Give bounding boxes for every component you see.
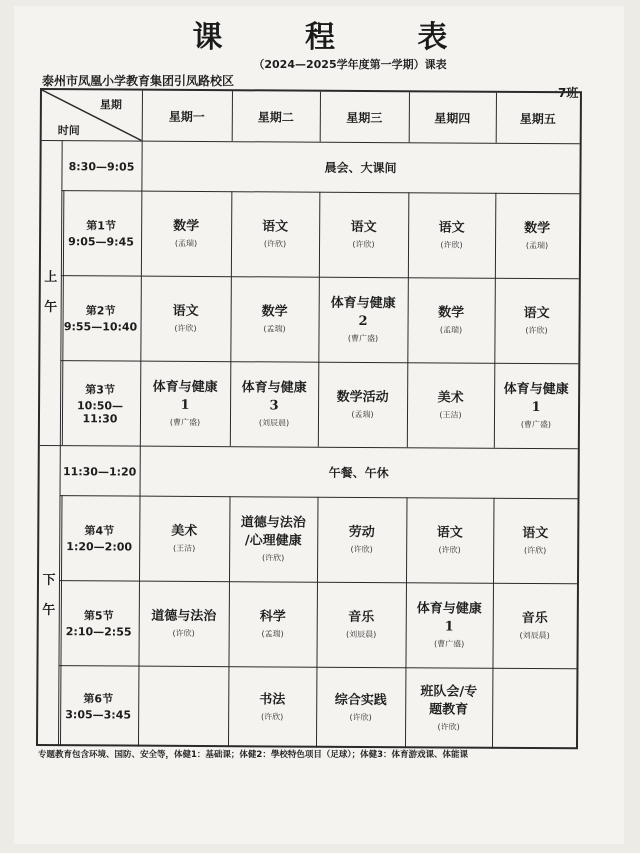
teacher-name: (许欣) <box>440 240 463 250</box>
subject-name: 班队会/专 题教育 <box>420 684 478 718</box>
subject-name: 美术 <box>437 390 464 406</box>
morning-banner <box>141 141 579 194</box>
subject-name: 数学 <box>524 220 551 237</box>
class-cell <box>318 362 408 448</box>
subject-name: 科学 <box>259 609 286 625</box>
teacher-name: (孟瑞) <box>263 324 286 334</box>
period-label-4 <box>59 495 140 580</box>
subject-name: 体育与健康 1 <box>416 601 482 635</box>
class-cell <box>139 496 230 582</box>
teacher-name: (孟瑞) <box>351 409 374 420</box>
subject-name: 音乐 <box>521 610 548 627</box>
afternoon-char: 午 <box>42 602 56 618</box>
subject-name: 语文 <box>262 219 289 235</box>
class-cell <box>317 497 407 583</box>
morning-char: 午 <box>44 299 58 315</box>
class-cell <box>406 497 494 583</box>
teacher-name: (孟瑞) <box>525 240 549 251</box>
noon-banner <box>140 446 578 499</box>
teacher-name: (刘辰晨) <box>346 629 377 640</box>
day-header-4 <box>409 92 496 143</box>
corner-time-label: 时间 <box>57 124 80 138</box>
period-label-6 <box>58 665 138 746</box>
teacher-name: (许欣) <box>350 544 373 555</box>
period-time: 9:55—10:40 <box>63 320 138 334</box>
teacher-name: (许欣) <box>349 712 372 723</box>
subject-name: 体育与健康 2 <box>330 295 396 330</box>
day-header-2 <box>232 91 320 142</box>
class-cell <box>495 193 580 279</box>
day-header-5 <box>496 93 580 144</box>
teacher-name: (王洁) <box>173 543 196 553</box>
teacher-name: (曹广盛) <box>169 417 201 427</box>
class-cell <box>319 192 409 278</box>
class-cell <box>407 277 495 363</box>
day-header-3 <box>320 92 409 143</box>
subject-name: 劳动 <box>348 524 375 541</box>
subject-name: 语文 <box>522 525 549 542</box>
subject-name: 语文 <box>172 303 199 319</box>
subject-name: 数学 <box>438 305 465 321</box>
class-cell <box>138 581 229 667</box>
day-header-label: 星期四 <box>434 110 471 126</box>
period-time: 9:05—9:45 <box>68 235 134 249</box>
day-header-label: 星期二 <box>257 109 294 125</box>
subject-name: 道德与法治 <box>151 608 217 625</box>
period-time: 10:50—11:30 <box>77 398 124 425</box>
subject-name: 语文 <box>438 220 465 236</box>
subject-name: 美术 <box>171 523 198 539</box>
class-cell <box>405 667 492 749</box>
teacher-name: (曹广盛) <box>433 639 465 649</box>
banner-text: 晨会、大课间 <box>324 160 397 175</box>
teacher-name: (许欣) <box>174 323 197 333</box>
teacher-name: (曹广盛) <box>520 419 552 430</box>
class-cell <box>405 582 493 668</box>
class-cell <box>494 363 579 449</box>
teacher-name: (许欣) <box>263 239 287 249</box>
period-label-3 <box>60 360 141 445</box>
class-cell <box>492 668 576 750</box>
period-time: 1:20—2:00 <box>66 540 133 554</box>
morning-banner-time <box>61 140 141 190</box>
day-header-label: 星期三 <box>346 110 383 125</box>
class-cell <box>494 278 579 364</box>
class-cell <box>228 581 317 667</box>
teacher-name: (孟瑞) <box>439 325 463 335</box>
subject-name: 综合实践 <box>334 692 387 709</box>
class-cell <box>492 583 577 669</box>
afternoon-char: 下 <box>42 572 56 588</box>
period-label-5 <box>58 580 139 665</box>
teacher-name: (许欣) <box>438 545 461 555</box>
morning-char: 上 <box>44 269 58 285</box>
corner-diagonal <box>42 90 142 141</box>
teacher-name: (许欣) <box>172 628 195 638</box>
teacher-name: (许欣) <box>524 545 547 556</box>
teacher-name: (许欣) <box>437 722 460 732</box>
period-label-1 <box>61 190 142 275</box>
period-label-2 <box>60 275 141 360</box>
class-cell <box>141 191 232 277</box>
day-header-label: 星期五 <box>519 111 556 126</box>
class-label: 一7班 <box>546 86 579 100</box>
class-cell <box>231 191 320 277</box>
class-cell <box>230 361 319 447</box>
afternoon-label <box>38 445 60 746</box>
class-cell <box>140 361 231 447</box>
teacher-name: (许欣) <box>261 553 285 563</box>
subject-name: 体育与健康 3 <box>241 380 307 414</box>
teacher-name: (许欣) <box>525 325 548 336</box>
period-time: 3:05—3:45 <box>65 708 132 722</box>
class-cell <box>229 496 318 582</box>
subject-name: 数学 <box>173 218 200 234</box>
class-cell <box>228 666 316 748</box>
teacher-name: (许欣) <box>352 239 375 250</box>
teacher-name: (曹广盛) <box>347 333 379 344</box>
period-name: 第5节 <box>83 609 114 623</box>
subject-name: 语文 <box>350 219 377 236</box>
period-name: 第6节 <box>83 692 114 706</box>
timetable-grid <box>36 88 582 749</box>
subject-name: 语文 <box>436 525 463 541</box>
teacher-name: (刘辰晨) <box>258 418 290 428</box>
class-cell <box>138 666 228 748</box>
class-cell <box>407 362 495 448</box>
period-name: 第3节 <box>85 382 116 396</box>
subject-name: 音乐 <box>348 609 375 626</box>
term-subtitle: （2024—2025学年度第一学期）课表 <box>253 58 447 71</box>
banner-time: 8:30—9:05 <box>68 159 135 174</box>
day-header-label: 星期一 <box>168 109 205 124</box>
footnote: 专题教育包含环境、国防、安全等，体健1：基础课；体健2：學校特色项目（足球）；体健3：体育游戏课、体能课 <box>38 750 468 760</box>
period-time: 2:10—2:55 <box>65 625 132 639</box>
teacher-name: (孟瑞) <box>261 629 284 639</box>
banner-time: 11:30—1:20 <box>62 464 137 479</box>
teacher-name: (王洁) <box>439 410 462 420</box>
morning-label <box>40 140 62 445</box>
period-name: 第4节 <box>84 524 115 538</box>
teacher-name: (刘辰晨) <box>519 630 550 641</box>
teacher-name: (许欣) <box>261 712 284 722</box>
noon-banner-time <box>60 445 140 495</box>
class-cell <box>230 276 319 362</box>
page-title: 课 程 表 <box>192 20 484 55</box>
subject-name: 数学活动 <box>336 389 389 406</box>
subject-name: 道德与法治 /心理健康 <box>240 515 306 549</box>
subject-name: 书法 <box>259 692 286 708</box>
class-cell <box>316 582 406 668</box>
subject-name: 体育与健康 1 <box>152 379 218 413</box>
class-cell <box>408 192 496 278</box>
subject-name: 语文 <box>523 305 550 322</box>
day-header-1 <box>142 91 232 142</box>
period-name: 第1节 <box>86 219 117 233</box>
class-cell <box>140 276 231 362</box>
corner-day-label: 星期 <box>99 98 122 112</box>
class-cell <box>493 498 578 584</box>
subject-name: 体育与健康 1 <box>503 381 569 416</box>
teacher-name: (孟瑞) <box>174 238 198 248</box>
school-name: 泰州市凤凰小学教育集团引凤路校区 <box>42 74 235 88</box>
class-cell <box>318 277 408 363</box>
class-cell <box>316 667 405 749</box>
period-name: 第2节 <box>85 304 116 318</box>
banner-text: 午餐、午休 <box>328 465 389 480</box>
subject-name: 数学 <box>261 304 288 320</box>
